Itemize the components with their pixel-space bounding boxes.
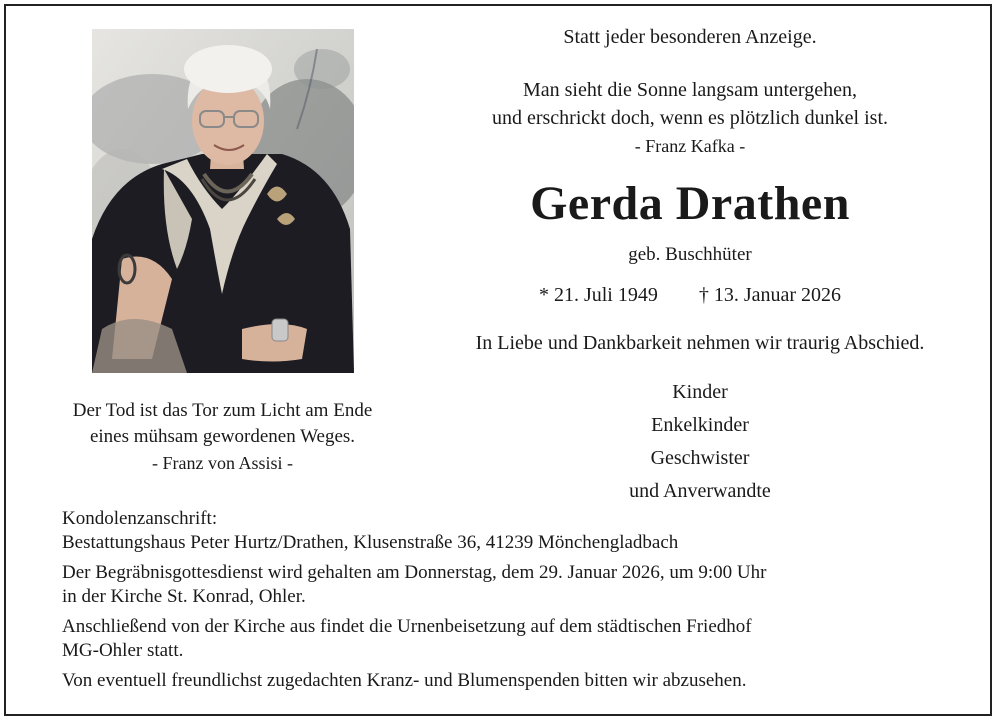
poem-line: und erschrickt doch, wenn es plötzlich dunkel ist. [491, 107, 888, 129]
quote-block [20, 398, 425, 476]
details-block [62, 507, 962, 699]
burial-line: MG-Ohler statt. [62, 640, 184, 661]
condolence-address: Bestattungshaus Peter Hurtz/Drathen, Klusenstraße 36, 41239 Mönchengladbach [62, 532, 679, 553]
burial-line: Anschließend von der Kirche aus findet die Urnenbeisetzung auf dem städtischen Friedhof [62, 616, 752, 637]
service-section [62, 561, 962, 609]
poem-author: - Franz Kafka - [634, 136, 746, 156]
birth-name: geb. Buschhüter [628, 244, 752, 265]
quote-line: eines mühsam gewordenen Weges. [89, 426, 356, 447]
condolence-label: Kondolenzanschrift: [62, 508, 218, 529]
quote-author: - Franz von Assisi - [152, 453, 293, 473]
poem-line: Man sieht die Sonne langsam untergehen, [522, 79, 857, 101]
family-member: Kinder [672, 381, 728, 403]
family-list [560, 376, 840, 508]
portrait-photo [92, 29, 354, 373]
family-member: und Anverwandte [629, 480, 771, 502]
intro-line: Statt jeder besonderen Anzeige. [563, 26, 817, 48]
deceased-name: Gerda Drathen [530, 177, 850, 230]
condolence-section [62, 507, 962, 555]
family-member: Enkelkinder [651, 414, 749, 436]
life-dates [440, 284, 940, 307]
birth-date: * 21. Juli 1949 [538, 284, 658, 306]
service-line: in der Kirche St. Konrad, Ohler. [62, 586, 306, 607]
flowers-note: Von eventuell freundlichst zugedachten Kranz- und Blumenspenden bitten wir abzusehen. [62, 670, 747, 691]
death-date: † 13. Januar 2026 [698, 284, 842, 306]
service-line: Der Begräbnisgottesdienst wird gehalten am Donnerstag, dem 29. Januar 2026, um 9:00 Uhr [62, 562, 767, 583]
burial-section [62, 615, 962, 663]
farewell-line: In Liebe und Dankbarkeit nehmen wir traurig Abschied. [475, 332, 925, 354]
quote-line: Der Tod ist das Tor zum Licht am Ende [72, 400, 373, 421]
poem-block [430, 76, 950, 160]
family-member: Geschwister [650, 447, 750, 469]
